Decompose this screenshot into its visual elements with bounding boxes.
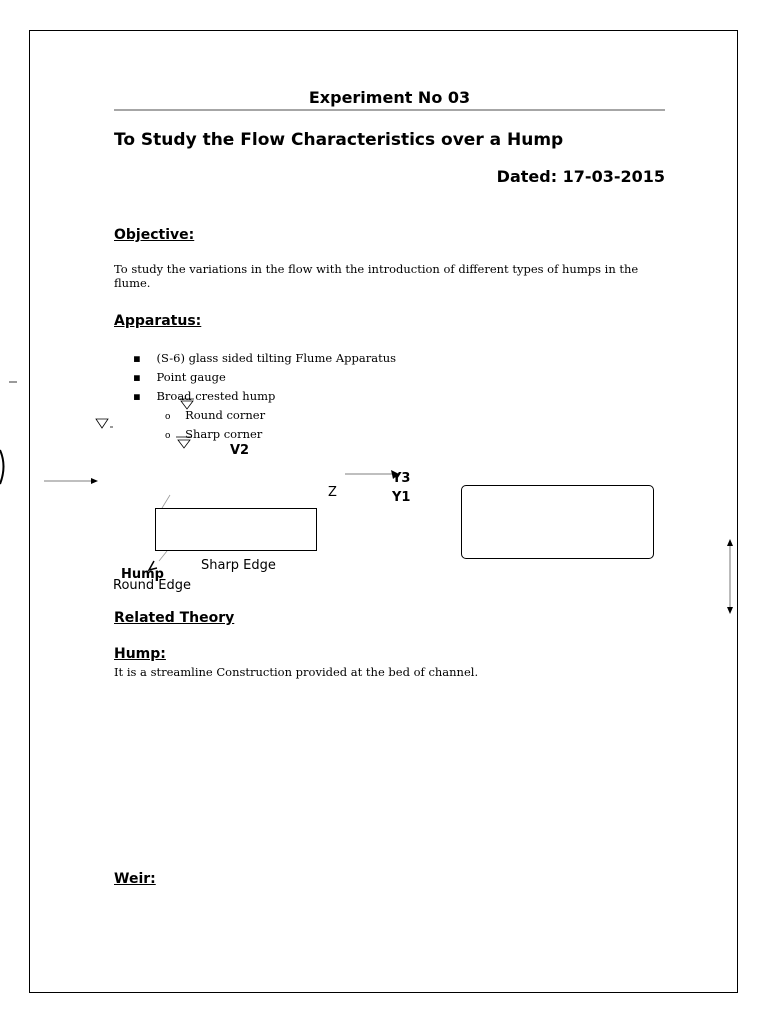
weir-heading: Weir: — [114, 871, 156, 887]
water-level-triangle-icon — [178, 440, 190, 448]
label-y3: Y3 — [392, 471, 411, 486]
apparatus-item-3: ▪ Broad crested hump — [133, 389, 276, 403]
water-level-triangle-icon — [96, 419, 108, 428]
label-hump: Hump — [121, 567, 164, 582]
apparatus-subitem-2: o Sharp corner — [165, 427, 263, 441]
objective-heading: Objective: — [114, 227, 195, 243]
edge-curve — [0, 450, 4, 484]
round-edge-hump-box — [461, 485, 654, 559]
bullet: ▪ — [133, 370, 141, 384]
hump-text: It is a streamline Construction provided at the bed of channel. — [114, 665, 479, 679]
label-y1: Y1 — [392, 490, 411, 505]
apparatus-item-2: ▪ Point gauge — [133, 370, 226, 384]
water-level-triangle-icon — [181, 401, 193, 409]
circle-bullet: o — [165, 412, 171, 422]
bullet: ▪ — [133, 389, 141, 403]
label-round-edge: Round Edge — [113, 578, 191, 593]
dated-label: Dated: 17-03-2015 — [496, 167, 665, 186]
experiment-title: Experiment No 03 — [308, 88, 471, 107]
arrow-head-icon — [727, 607, 733, 614]
label-z: Z — [328, 485, 337, 500]
arrow-head-icon — [727, 539, 733, 546]
sharp-edge-hump-box — [155, 508, 317, 551]
label-sharp-edge: Sharp Edge — [201, 558, 276, 573]
bullet: ▪ — [133, 351, 141, 365]
arrow-head-icon — [91, 478, 98, 484]
label-v2: V2 — [230, 443, 250, 458]
main-title: To Study the Flow Characteristics over a Hump — [114, 130, 564, 150]
objective-text: To study the variations in the flow with the introduction of different types of humps in the flume. — [114, 262, 639, 290]
apparatus-subitem-1: o Round corner — [165, 408, 266, 422]
related-theory-heading: Related Theory — [114, 610, 235, 626]
hump-heading: Hump: — [114, 646, 166, 662]
circle-bullet: o — [165, 431, 171, 441]
apparatus-item-1: ▪ (S-6) glass sided tilting Flume Apparatus — [133, 351, 396, 365]
apparatus-heading: Apparatus: — [114, 313, 202, 329]
